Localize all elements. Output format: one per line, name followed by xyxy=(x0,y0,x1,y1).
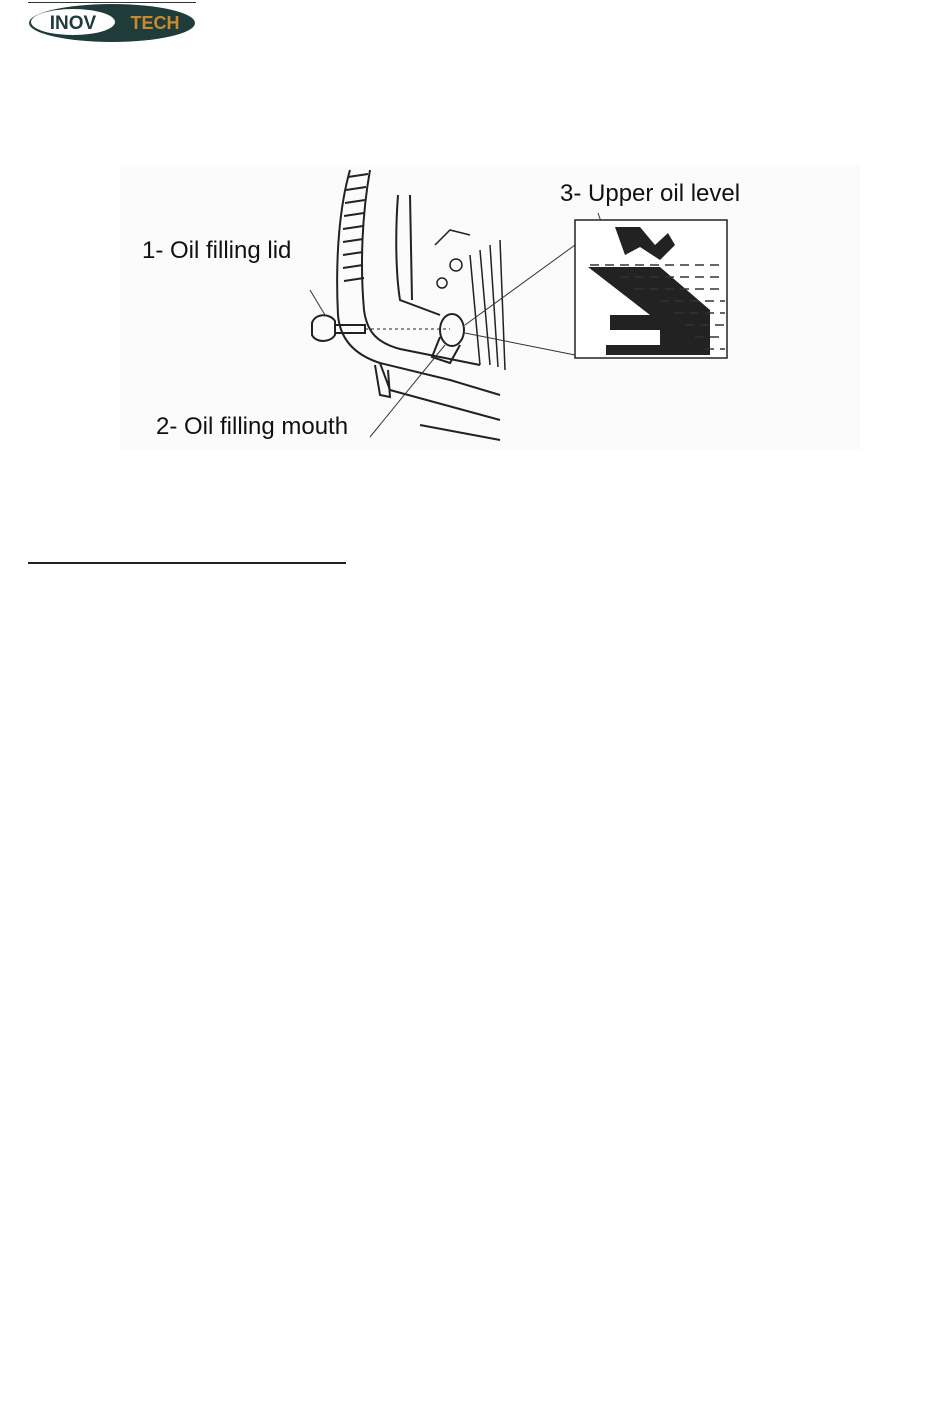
callout-oil-filling-mouth: 2- Oil filling mouth xyxy=(156,413,349,440)
callout-oil-filling-lid: 1- Oil filling lid xyxy=(142,237,292,264)
svg-text:TECH: TECH xyxy=(130,13,180,33)
section-divider xyxy=(28,562,346,564)
svg-text:INOV: INOV xyxy=(49,13,97,34)
generator-oil-illustration xyxy=(120,165,860,450)
callout-upper-oil-level: 3- Upper oil level xyxy=(560,180,741,207)
oil-filling-figure xyxy=(120,165,860,450)
inovtech-logo xyxy=(28,3,198,43)
